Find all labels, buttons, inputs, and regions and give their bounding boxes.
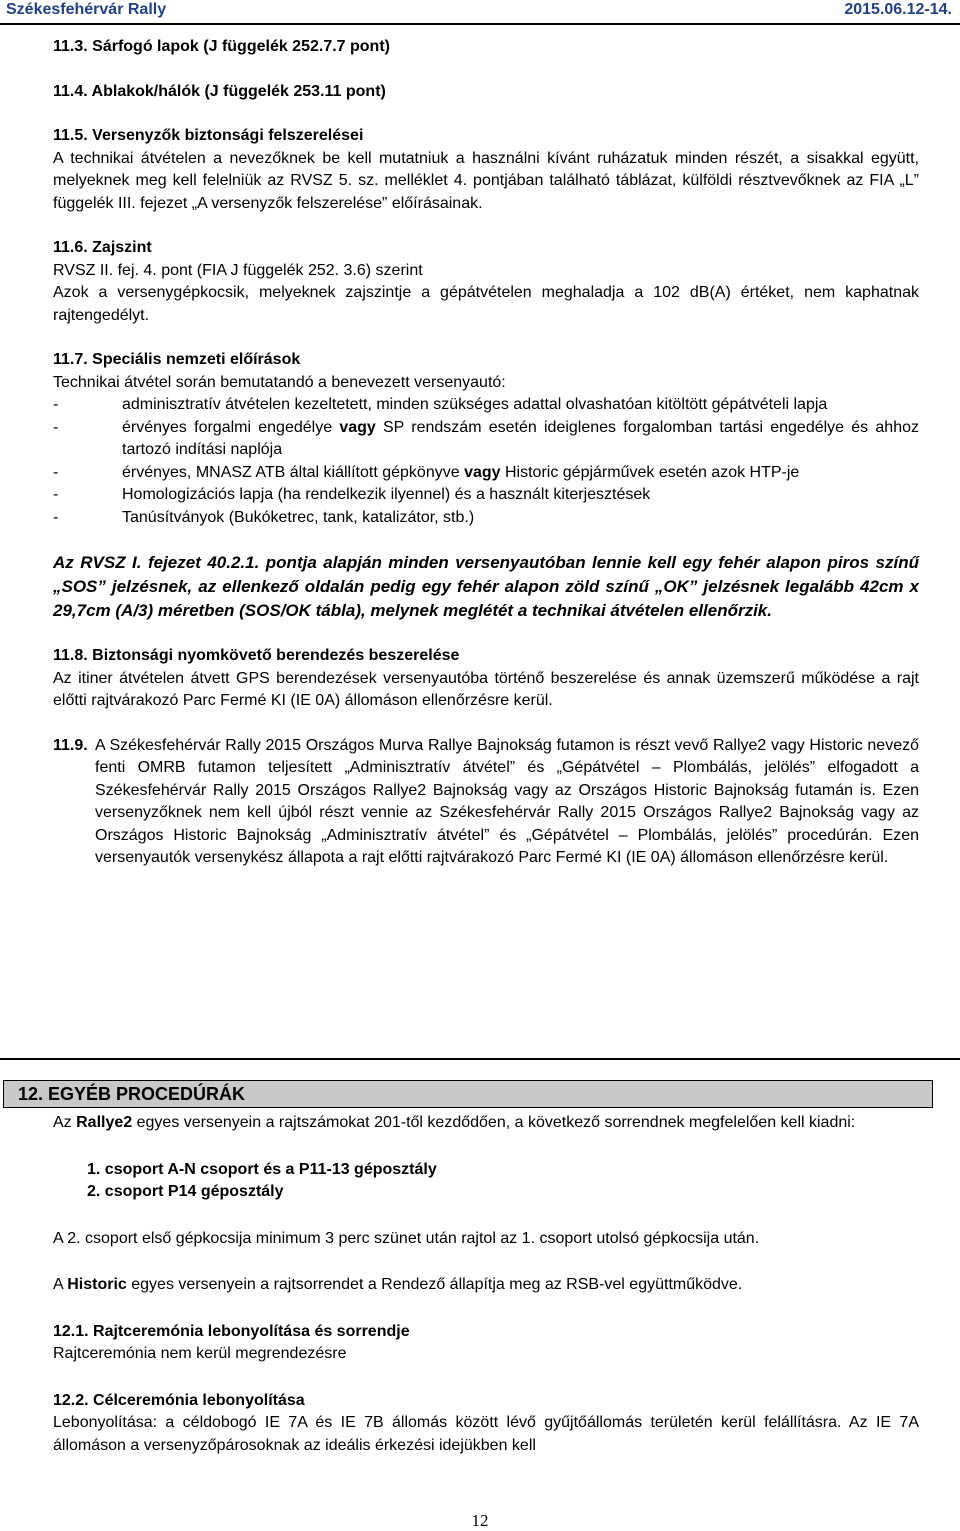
section-11-6-ref: RVSZ II. fej. 4. pont (FIA J függelék 252. 3.6) szerint (53, 261, 423, 279)
page-header (0, 0, 960, 22)
sos-ok-notice: Az RVSZ I. fejezet 40.2.1. pontja alapján minden versenyautóban lennie kell egy fehér alapon piros színű „SOS” jelzésnek, az ellenkező oldalán pedig egy fehér alapon zöld színű „OK” jelzésnek legalább 42cm x 29,7cm (A/3) méretben (SOS/OK tábla), melynek meglétét a technikai átvételen ellenőrzik. (53, 553, 919, 620)
section-11-9-label: 11.9. (53, 736, 88, 754)
section-12-2-body: Lebonyolítása: a céldobogó IE 7A és IE 7B állomás között lévő gyűjtőállomás területén kerül felállításra. Az IE 7A állomáson a versenyzőpárosoknak az ideális érkezési idejükben kell (53, 1414, 919, 1454)
list-item-text: érvényes forgalmi engedélye (122, 418, 340, 436)
main-content (53, 36, 919, 870)
list-item-emphasis: vagy (464, 463, 501, 481)
section-11-6-body: Azok a versenygépkocsik, melyeknek zajszintje a gépátvételen meghaladja a 102 dB(A) értéket, nem kaphatnak rajtengedélyt. (53, 284, 919, 324)
text-run: A (53, 1276, 68, 1293)
list-dash: - (53, 463, 59, 481)
list-item-text: Historic gépjárművek esetén azok HTP-je (500, 463, 800, 481)
section-11-6-title: 11.6. Zajszint (53, 239, 152, 256)
header-rule (0, 23, 960, 25)
group-item: 2. csoport P14 géposztály (87, 1183, 284, 1200)
section-12-2-title: 12.2. Célceremónia lebonyolítása (53, 1391, 305, 1409)
list-item (53, 417, 919, 462)
section-12-heading-box (3, 1080, 933, 1108)
text-emphasis: Historic (67, 1276, 127, 1293)
section-divider (0, 1058, 960, 1060)
list-item-text: Homologizációs lapja (ha rendelkezik ilyennel) és a használt kiterjesztések (122, 486, 651, 503)
text-run: Az (53, 1114, 77, 1131)
section-11-4-title: 11.4. Ablakok/hálók (J függelék 253.11 pont) (53, 82, 386, 100)
section-11-9-body: A Székesfehérvár Rally 2015 Országos Murva Rallye Bajnokság futamon is részt vevő Rallye2 vagy Historic nevező fenti OMRB futamon teljesített „Adminisztratív átvétel” és „Gépátvétel – Plombálás, jelölés” elfogadott a Székesfehérvár Rally 2015 Országos Rallye2 Bajnokság vagy az Országos Historic Bajnokság futamán is. Ezen versenyzőknek nem kell újból részt vennie az Székesfehérvár Rally 2015 Országos Rallye2 Bajnokság vagy az Országos Historic Bajnokság „Adminisztratív átvétel” és „Gépátvétel – Plombálás, jelölés” procedúrán. Ezen versenyautók versenykész állapota a rajt előtti rajtvárakozó Parc Fermé KI (IE 0A) állomáson ellenőrzésre kerül. (95, 736, 919, 866)
section-11-8-body: Az itiner átvételen átvett GPS berendezések versenyautóba történő beszerelése és annak üzemszerű működése a rajt előtti rajtvárakozó Parc Fermé KI (IE 0A) állomáson ellenőrzésre kerül. (53, 669, 919, 709)
list-item (53, 484, 919, 507)
page-number: 12 (471, 1511, 489, 1530)
list-item (53, 394, 919, 417)
group-item: 1. csoport A-N csoport és a P11-13 géposztály (87, 1160, 437, 1178)
list-item (53, 507, 919, 530)
text-run: egyes versenyein a rajtszámokat 201-től kezdődően, a következő sorrendnek megfelelően kell kiadni: (132, 1114, 856, 1131)
section-11-7-intro: Technikai átvétel során bemutatandó a benevezett versenyautó: (53, 373, 506, 391)
header-event-title: Székesfehérvár Rally (6, 1, 167, 18)
section-11-7-title: 11.7. Speciális nemzeti előírások (53, 351, 301, 368)
list-item (53, 462, 919, 485)
section-11-5-body: A technikai átvételen a nevezőknek be kell mutatniuk a használni kívánt ruházatuk minden részét, a sisakkal együtt, melyeknek meg kell felelniük az RVSZ 5. sz. melléklet 4. pontjában található táblázat, külföldi résztvevőknek az FIA „L” függelék III. fejezet „A versenyzők felszerelése” előírásainak. (53, 149, 919, 212)
header-date: 2015.06.12-14. (844, 1, 952, 18)
list-dash: - (53, 396, 59, 413)
section-12-historic-note (53, 1274, 919, 1297)
text-emphasis: Rallye2 (76, 1114, 133, 1131)
text-run: egyes versenyein a rajtsorrendet a Rendező állapítja meg az RSB-vel együttműködve. (126, 1276, 743, 1293)
section-12-intro (53, 1112, 919, 1135)
list-dash: - (53, 486, 59, 503)
list-item-emphasis: vagy (339, 418, 376, 436)
group-list (53, 1159, 919, 1204)
list-item-text: Tanúsítványok (Bukóketrec, tank, katalizátor, stb.) (122, 508, 475, 526)
section-11-9 (53, 735, 919, 870)
section-12-second-group-note: A 2. csoport első gépkocsija minimum 3 perc szünet után rajtol az 1. csoport utolsó gépkocsija után. (53, 1229, 760, 1247)
list-item-text: SP rendszám esetén ideiglenes forgalomban tartási engedélye és ahhoz tartozó indítási naplója (122, 418, 919, 458)
list-dash: - (53, 418, 59, 436)
section-11-8-title: 11.8. Biztonsági nyomkövető berendezés beszerelése (53, 647, 460, 664)
section-11-3-title: 11.3. Sárfogó lapok (J függelék 252.7.7 pont) (53, 38, 390, 55)
section-12-heading: 12. EGYÉB PROCEDÚRÁK (18, 1084, 246, 1104)
section-12-1-title: 12.1. Rajtceremónia lebonyolítása és sorrendje (53, 1322, 410, 1340)
section-11-5-title: 11.5. Versenyzők biztonsági felszerelései (53, 127, 364, 144)
requirements-list (53, 394, 919, 529)
section-12-1-body: Rajtceremónia nem kerül megrendezésre (53, 1345, 347, 1362)
list-item-text: adminisztratív átvételen kezeltetett, minden szükséges adattal olvashatóan kitöltött gépátvételi lapja (122, 396, 828, 413)
list-item-text: érvényes, MNASZ ATB által kiállított gépkönyve (122, 463, 465, 481)
list-dash: - (53, 508, 59, 526)
section-12-content (53, 1112, 919, 1457)
